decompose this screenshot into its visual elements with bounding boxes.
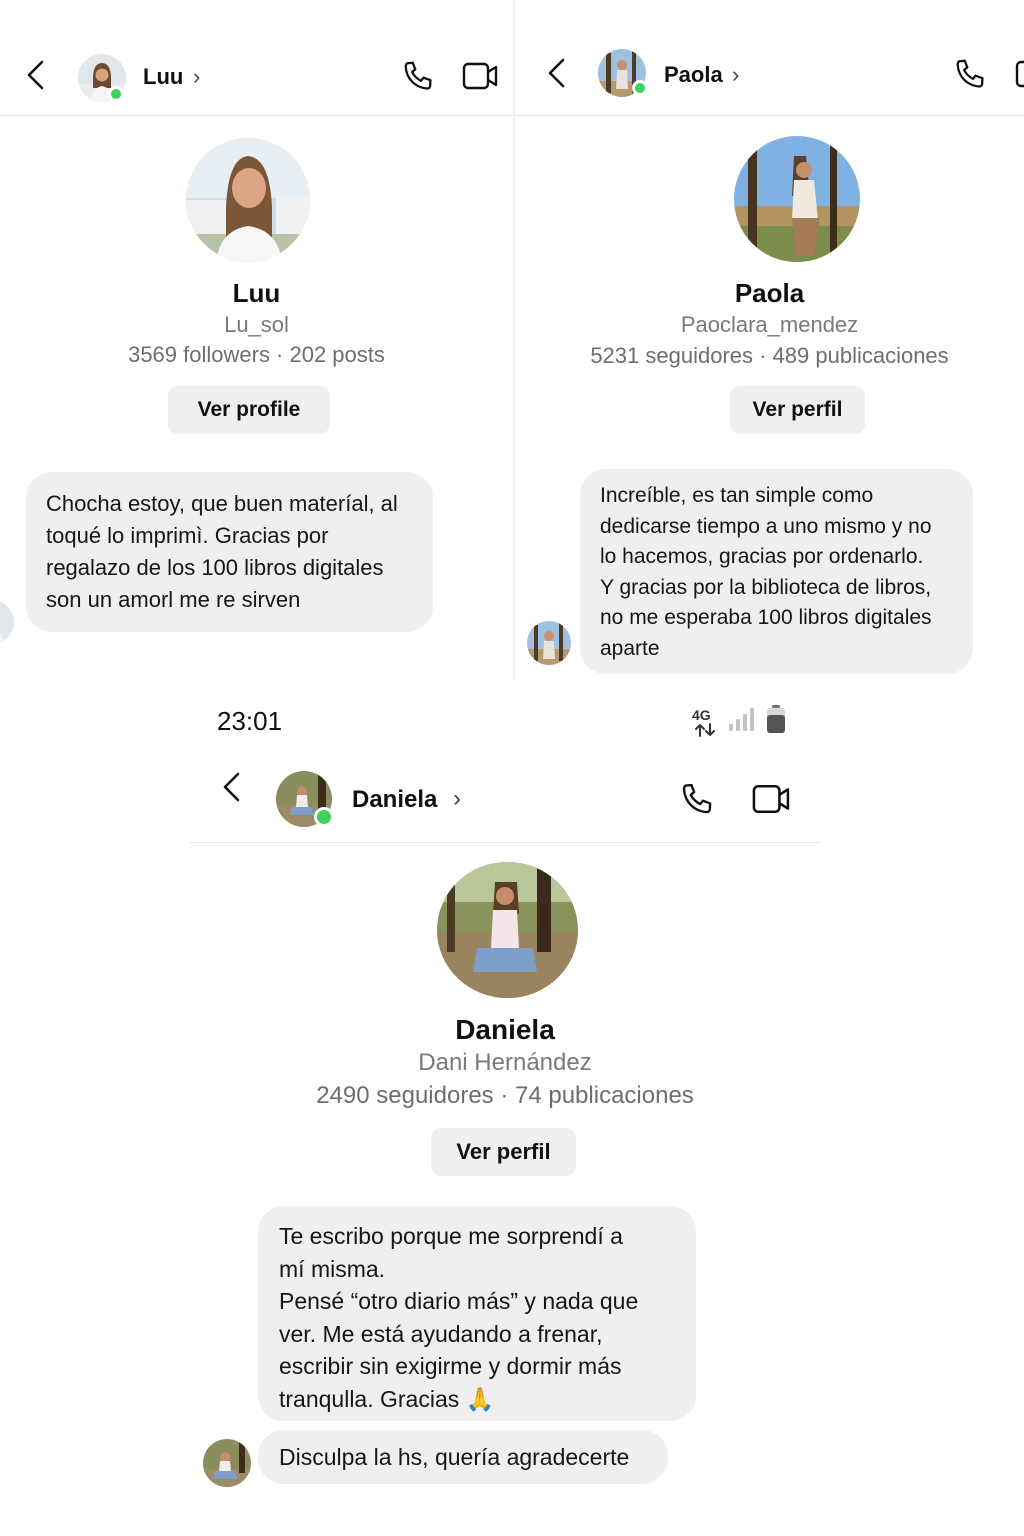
- message-line: Disculpa la hs, quería agradecerte: [279, 1444, 630, 1470]
- chat-header: [515, 0, 1024, 116]
- message-line: lo hacemos, gracias por ordenarlo.: [600, 545, 924, 568]
- message-line: dedicarse tiempo a uno mismo y no: [600, 514, 932, 538]
- phone-icon[interactable]: [952, 56, 988, 92]
- online-status-icon: [314, 807, 334, 827]
- message-line: escribir sin exigirme y dormir más: [279, 1353, 622, 1379]
- message-line: Increíble, es tan simple como: [600, 484, 874, 507]
- message-line: Te escribo porque me sorprendí a: [279, 1223, 623, 1249]
- chat-header: [190, 730, 820, 843]
- message-bubble: [258, 1206, 696, 1421]
- message-line: toqué lo imprimì. Gracias por: [46, 523, 329, 548]
- profile-stats: 3569 followers · 202 posts: [128, 342, 385, 367]
- profile-stats: 5231 seguidores · 489 publicaciones: [590, 343, 949, 368]
- header-name[interactable]: Daniela: [352, 786, 438, 813]
- message-line: aparte: [600, 636, 660, 660]
- profile-handle: Paoclara_mendez: [680, 312, 859, 337]
- message-line: mí misma.: [279, 1255, 386, 1282]
- chevron-right-icon[interactable]: ›: [732, 62, 740, 87]
- chevron-right-icon[interactable]: ›: [193, 64, 201, 89]
- status-time: 23:01: [217, 706, 283, 736]
- phone-icon[interactable]: [678, 780, 716, 818]
- network-label: 4G: [692, 706, 711, 723]
- profile-stats: 2490 seguidores · 74 publicaciones: [316, 1082, 694, 1109]
- view-profile-button[interactable]: Ver perfil: [730, 386, 865, 434]
- back-arrow-icon[interactable]: [547, 58, 567, 78]
- message-line: Chocha estoy, que buen materíal, al: [46, 491, 398, 516]
- phone-icon[interactable]: [400, 58, 436, 94]
- message-line: ver. Me está ayudando a frenar,: [279, 1320, 603, 1347]
- chevron-right-icon[interactable]: ›: [453, 785, 461, 812]
- back-arrow-icon[interactable]: [222, 772, 242, 792]
- sender-avatar: [203, 1439, 251, 1487]
- message-bubble: [26, 472, 433, 632]
- chat-panel-paola: [515, 0, 1024, 680]
- online-status-icon: [632, 80, 648, 96]
- chat-header: [0, 0, 513, 116]
- header-name[interactable]: Paola: [664, 62, 723, 87]
- message-line: tranqulla. Gracias 🙏: [279, 1385, 495, 1412]
- sender-avatar: [0, 600, 14, 644]
- message-line: son un amorl me re sirven: [46, 587, 301, 612]
- view-profile-button[interactable]: Ver perfil: [431, 1128, 576, 1176]
- message-line: regalazo de los 100 libros digitales: [46, 555, 384, 580]
- profile-handle: Dani Hernández: [418, 1049, 592, 1076]
- profile-photo: [186, 138, 310, 262]
- message-bubble: [258, 1430, 668, 1484]
- message-line: Pensé “otro diario más” y nada que: [279, 1288, 639, 1314]
- profile-name: Daniela: [455, 1014, 555, 1045]
- back-arrow-icon[interactable]: [26, 60, 46, 80]
- sender-avatar: [527, 621, 571, 665]
- video-call-icon[interactable]: [462, 60, 500, 92]
- message-bubble: [580, 469, 973, 674]
- message-line: no me esperaba 100 libros digitales: [600, 606, 932, 629]
- view-profile-button[interactable]: Ver profile: [168, 386, 330, 434]
- chat-panel-luu: [0, 0, 513, 680]
- chat-panel-daniela: [190, 690, 820, 1536]
- profile-name: Paola: [734, 278, 805, 308]
- message-line: Y gracias por la biblioteca de libros,: [600, 575, 932, 599]
- header-name[interactable]: Luu: [143, 64, 184, 89]
- online-status-icon: [108, 86, 124, 102]
- video-call-icon[interactable]: [1015, 58, 1024, 90]
- video-call-icon[interactable]: [751, 782, 793, 816]
- profile-photo: [734, 136, 860, 262]
- profile-photo: [437, 862, 578, 998]
- profile-handle: Lu_sol: [224, 312, 289, 337]
- profile-name: Luu: [232, 278, 281, 308]
